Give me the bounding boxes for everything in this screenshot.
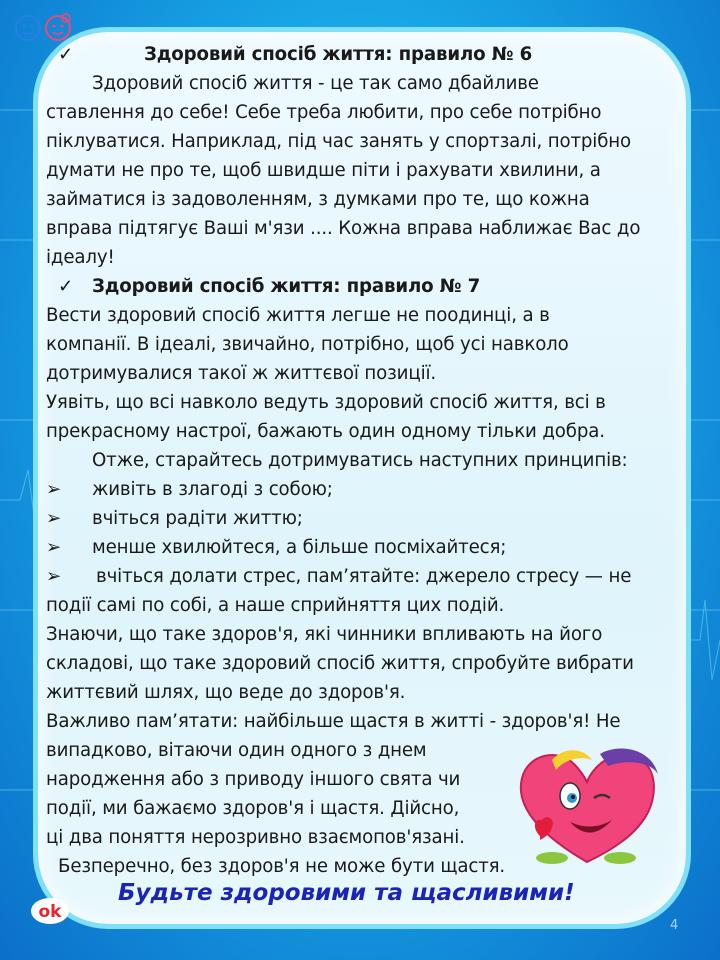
rule7-heading-row xyxy=(46,272,686,301)
text-line: життєвий шлях, що веде до здоров'я. xyxy=(46,682,406,703)
text-line: випадково, вітаючи один одного з днем xyxy=(46,740,427,761)
text-line: прекрасному настрої, бажають один одному тільки добра. xyxy=(46,421,605,442)
list-item: ➢ живіть в злагоді з собою; xyxy=(46,475,686,504)
ok-label: ok xyxy=(38,902,62,922)
text-line: народження або з приводу іншого свята чи xyxy=(46,769,461,790)
arrow-bullet-icon: ➢ xyxy=(46,537,62,558)
text-line: займатися із задоволенням, з думками про те, що кожна xyxy=(46,189,590,210)
principles-intro: Отже, старайтесь дотримуватись наступних принципів: xyxy=(92,450,628,471)
ok-badge-icon xyxy=(30,896,70,926)
text-line: ці два поняття нерозривно взаємопов'язані. xyxy=(46,827,465,848)
text-line: дотримувалися такої ж життєвої позиції. xyxy=(46,363,437,384)
rule6-heading-row xyxy=(46,40,686,69)
text-line: складові, що таке здоровий спосіб життя, спробуйте вибрати xyxy=(46,653,634,674)
text-line: Вести здоровий спосіб життя легше не поодинці, а в xyxy=(46,305,550,326)
text-line: вправа підтягує Ваші м'язи .... Кожна вправа наближає Вас до xyxy=(46,218,641,239)
kids-faces-icon xyxy=(8,10,78,44)
list-item: ➢ вчіться радіти життю; xyxy=(46,504,686,533)
text-line: ідеалу! xyxy=(46,247,115,268)
text-line: події, ми бажаємо здоров'я і щастя. Дійсно, xyxy=(46,798,460,819)
list-item: ➢ менше хвилюйтеся, а більше посміхайтеся; xyxy=(46,533,686,562)
text-line: Уявіть, що всі навколо ведуть здоровий спосіб життя, всі в xyxy=(46,392,606,413)
arrow-bullet-icon: ➢ xyxy=(46,566,62,587)
smiling-heart-icon xyxy=(512,740,662,870)
arrow-bullet-icon: ➢ xyxy=(46,508,62,529)
text-line: піклуватися. Наприклад, під час занять у спортзалі, потрібно xyxy=(46,131,631,152)
text-line: компанії. В ідеалі, звичайно, потрібно, щоб усі навколо xyxy=(46,334,569,355)
text-line: Важливо пам’ятати: найбільше щастя в житті - здоров'я! Не xyxy=(46,711,621,732)
text-line: думати не про те, щоб швидше піти і рахувати хвилини, а xyxy=(46,160,601,181)
text-line: Знаючи, що таке здоров'я, які чинники впливають на його xyxy=(46,624,603,645)
page-number: 4 xyxy=(670,918,679,933)
list-item: ➢ вчіться долати стрес, пам’ятайте: джерело стресу — не xyxy=(46,562,686,591)
text-line: ставлення до себе! Себе треба любити, про себе потрібно xyxy=(46,102,602,123)
text-line: Здоровий спосіб життя - це так само дбайливе xyxy=(92,73,539,94)
text-line: події самі по собі, а наше сприйняття цих подій. xyxy=(46,595,505,616)
check-icon: ✓ xyxy=(58,44,74,65)
slogan: Будьте здоровими та щасливими! xyxy=(118,880,575,906)
rule6-heading: Здоровий спосіб життя: правило № 6 xyxy=(144,44,533,65)
rule7-heading: Здоровий спосіб життя: правило № 7 xyxy=(92,276,481,297)
arrow-bullet-icon: ➢ xyxy=(46,479,62,500)
check-icon: ✓ xyxy=(58,276,74,297)
text-line: Безперечно, без здоров'я не може бути щастя. xyxy=(58,856,506,877)
